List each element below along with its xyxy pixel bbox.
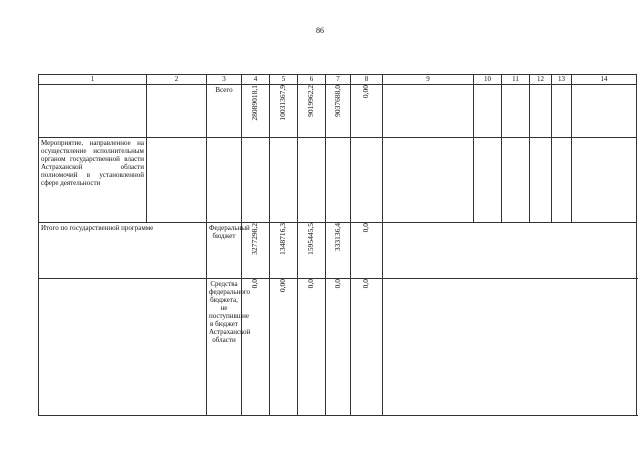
table-row [39,279,637,416]
header-cell: 14 [572,75,637,85]
header-cell: 13 [552,75,572,85]
header-row [39,75,637,85]
header-cell: 12 [530,75,552,85]
header-cell: 3 [207,75,242,85]
value-cell: 0,0 [306,279,316,289]
table-row [39,85,637,138]
value-cell: 0,00 [361,85,371,99]
value-cell: 0,0 [250,279,260,289]
page-number: 86 [316,26,324,35]
budget-table [38,74,637,416]
header-cell: 2 [147,75,207,85]
value-cell: 333136,4 [332,223,342,252]
cell-funding-source: Федеральный бюджет [207,223,242,279]
value-cell: 9037688,0 [332,85,342,117]
value-cell: 3277298,2 [250,223,260,255]
value-cell: 1595445,5 [306,223,316,255]
header-cell: 6 [298,75,326,85]
header-cell: 1 [39,75,147,85]
value-cell: 1348716,3 [278,223,288,255]
header-cell: 7 [326,75,351,85]
value-cell: 0,00 [278,279,288,293]
header-cell: 9 [383,75,474,85]
value-cell: 0,0 [361,223,371,233]
value-cell: 9019962,2 [306,85,316,117]
value-cell: 0,0 [361,279,371,289]
header-cell: 10 [474,75,502,85]
header-cell: 5 [270,75,298,85]
value-cell: 0,0 [332,279,342,289]
table-row [39,138,637,223]
header-cell: 8 [351,75,383,85]
header-cell: 11 [502,75,530,85]
header-cell: 4 [242,75,270,85]
value-cell: 28089018,1 [250,85,260,121]
table-row [39,223,637,279]
measure-description: Мероприятие, направленное на осуществление исполнительным органом государственной власти Астраханской области полномочий в установленной сфере деятельности [39,138,147,223]
cell-funding-source: Средства федерального бюджета, не поступившие в бюджет Астраханской области [207,279,242,416]
cell-funding-source: Всего [207,85,242,138]
value-cell: 10031367,9 [278,85,288,121]
program-total-label: Итого по государственной программе [39,223,207,279]
